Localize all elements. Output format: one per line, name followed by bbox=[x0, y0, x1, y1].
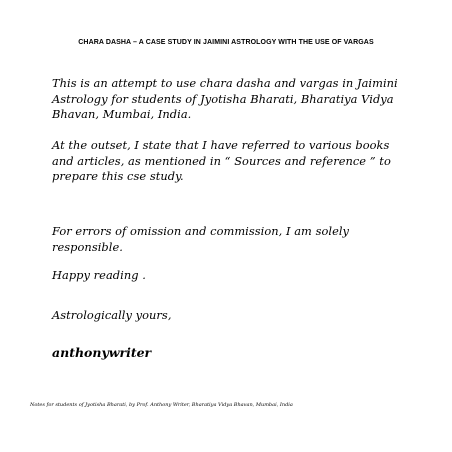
closing-line: Astrologically yours, bbox=[52, 308, 172, 322]
sources-paragraph: At the outset, I state that I have referred to various books and articles, as mentioned in “ Sources and reference ” to prepare this cse study. bbox=[52, 138, 391, 183]
greeting-line: Happy reading . bbox=[52, 268, 146, 282]
document-title: CHARA DASHA – A CASE STUDY IN JAIMINI ASTROLOGY WITH THE USE OF VARGAS bbox=[78, 39, 374, 46]
intro-paragraph: This is an attempt to use chara dasha and vargas in Jaimini Astrology for students of Jyotisha Bharati, Bharatiya Vidya Bhavan, Mumbai, India. bbox=[52, 76, 398, 121]
responsibility-paragraph: For errors of omission and commission, I am solely responsible. bbox=[52, 224, 350, 254]
author-signature: anthonywriter bbox=[52, 345, 152, 360]
page-footer: Notes for students of Jyotisha Bharati, by Prof. Anthony Writer, Bharatiya Vidya Bhavan, Mumbai, India bbox=[30, 402, 293, 408]
